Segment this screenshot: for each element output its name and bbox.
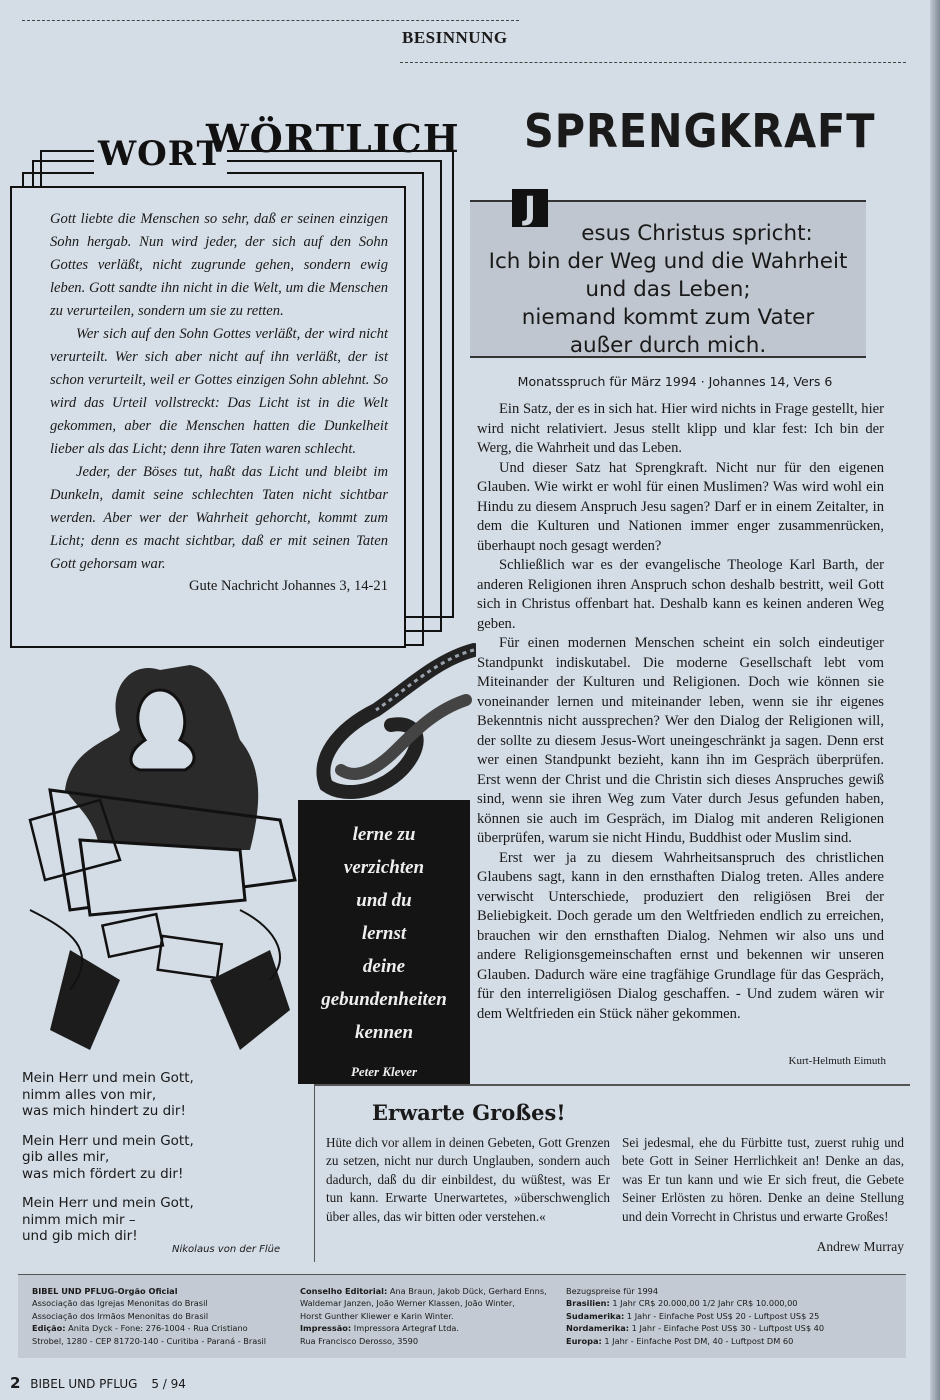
illustration-figure: [10, 650, 310, 1070]
imprint-line: Associação dos Irmãos Menonitas do Brasil: [32, 1310, 209, 1321]
article-paragraph: Erst wer ja zu diesem Wahrheitsanspruch des christlichen Glaubens sagt, kann in den ernsthaften Dialog treten. Alles andere verwischt Unterschiede, produziert den religiösen Brei der Beliebigkeit. Doch gerade um den Weltfrieden endlich zu erreichen, brauchen wir den ernsthaften Dialog. Nehmen wir also uns und andere Religionsgemeinschaften ernst und bekennen wir unseren Glauben. Dadurch wäre eine tragfähige Grundlage für das Gespräch, für den interreligiösen Dialog geschaffen. - Und zudem wären wir dem Weltfrieden ein Stück näher gekommen.: [477, 849, 884, 1022]
poem-line: verzichten: [343, 857, 425, 878]
imprint-line: Europa: 1 Jahr - Einfache Post DM, 40 - Luftpost DM 60: [566, 1335, 794, 1346]
imprint-line: Brasilien: 1 Jahr CR$ 20.000,00 1/2 Jahr CR$ 10.000,00: [566, 1298, 798, 1309]
imprint-line: Edição: Anita Dyck - Fone: 276-1004 - Rua Cristiano: [32, 1323, 248, 1334]
prayer-signature: Nikolaus von der Flüe: [172, 1244, 281, 1255]
header-rule-bottom: [400, 62, 906, 63]
imprint-line: Conselho Editorial: Ana Braun, Jakob Dück, Gerhard Enns,: [300, 1286, 547, 1296]
header-rule-top: [22, 20, 519, 21]
article-paragraph: Schließlich war es der evangelische Theologe Karl Barth, der anderen Religionen ihren Anspruch schon deshalb bestritt, weil Gott sich in Christus offenbart hat. Deshalb kann es keinen anderen Weg geben.: [477, 557, 884, 632]
poem-line: und du: [356, 890, 412, 911]
imprint-line: Rua Francisco Derosso, 3590: [300, 1335, 419, 1346]
title-woertlich: WÖRTLICH: [206, 116, 460, 161]
article-paragraph: Für einen modernen Menschen scheint ein solch eindeutiger Standpunkt indiskutabel. Die moderne Gesellschaft lebt vom Miteinander der Kulturen und Religionen. Doch wie können sie voneinander lernen und miteinander leben, wenn sie ihr eigenes Bekenntnis nicht aussprechen? Wer den Dialog der Religionen will, der sollte zu diesem Jesus-Wort uneingeschränkt ja sagen. Denn erst wer einen Standpunkt bezieht, kann ihn im Gespräch überprüfen. Erst wenn der Christ und die Christin sich dieses Anspruches gewiß sind, wenn sie ihren Weg zum Vater durch Jesus gefunden haben, können sie auch im Gespräch, im Dialog mit anderen Religionen überprüfen, warum sie nicht Hindu, Buddhist oder Muslim sind.: [477, 635, 884, 846]
imprint-column-prices: [566, 1285, 902, 1347]
bible-paragraph: Wer sich auf den Sohn Gottes verläßt, der wird nicht verurteilt. Wer sich aber nicht auf ihn verläßt, der ist schon verurteilt, weil er Gottes einzigen Sohn ablehnt. So wird das Urteil vollstreckt: Das Licht ist in die Welt gekommen, aber die Menschen hatten die Dunkelheit lieber als das Licht; denn ihre Taten waren schlecht.: [50, 326, 388, 457]
prayer-line: nimm alles von mir,: [22, 1086, 157, 1103]
erwarte-column-right: Sei jedesmal, ehe du Fürbitte tust, zuerst ruhig und bete Gott in Seiner Herrlichkeit an! Denke an das, was Er tun kann und wie Er sich freut, die Gebete Seiner Erlösten zu hören. Denke an deine Stellung und dein Vorrecht in Christus und erwarte Großes!: [622, 1135, 904, 1224]
prayer-line: was mich fördert zu dir!: [22, 1165, 184, 1182]
arm-shape: [50, 950, 120, 1050]
banknote: [102, 914, 162, 957]
verse-line: esus Christus spricht:: [581, 221, 813, 246]
imprint-line: Impressão: Impressora Artegraf Ltda.: [300, 1323, 460, 1334]
prayer-stanza: [22, 1195, 312, 1245]
bible-text-box: [10, 186, 406, 648]
page-edge: [930, 0, 940, 1400]
article-paragraph: Und dieser Satz hat Sprengkraft. Nicht nur für den eigenen Glauben. Wie wirkt er wohl für einen Muslimen? Was wird wohl ein Hindu zu diesem Anspruch Jesu sagen? Darf er in einem Zeitalter, in dem die Kulturen und Nationen immer enger zusammenrücken, überhaupt noch gesagt werden?: [477, 459, 884, 554]
erwarte-title: Erwarte Großes!: [372, 1100, 566, 1125]
monthly-verse-box: [470, 189, 866, 358]
erwarte-column-left: Hüte dich vor allem in deinen Gebeten, Gott Grenzen zu setzen, nicht nur durch Unglauben, sondern auch dadurch, daß du dir einbildest, du wüßtest, was Er tun kann. Erwarte Unerwartetes, »überschwenglich über alles, das wir bitten oder verstehen.«: [326, 1135, 610, 1224]
drop-cap: J: [512, 189, 548, 227]
tv-screen: [80, 840, 245, 915]
poem-line: gebundenheiten: [321, 989, 447, 1010]
imprint-line: Sudamerika: 1 Jahr - Einfache Post US$ 20 - Luftpost US$ 25: [566, 1310, 820, 1321]
imprint-line: Strobel, 1280 - CEP 81720-140 - Curitiba - Paraná - Brasil: [32, 1335, 267, 1346]
prayer-stanza: [22, 1133, 312, 1183]
poem-line: lernst: [361, 923, 407, 944]
publication-name: BIBEL UND PFLUG: [30, 1377, 138, 1391]
verse-caption: Monatsspruch für März 1994 · Johannes 14, Vers 6: [517, 374, 833, 389]
poem-line: kennen: [354, 1022, 414, 1043]
imprint-column-editorial: [300, 1285, 560, 1347]
page-number: 2: [10, 1374, 21, 1392]
page-footer: [10, 1374, 186, 1392]
verse-line: niemand kommt zum Vater: [521, 305, 815, 330]
prayer-stanza: [22, 1070, 312, 1120]
verse-line: außer durch mich.: [569, 333, 767, 358]
prayer-line: was mich hindert zu dir!: [22, 1103, 186, 1119]
imprint-line: BIBEL UND PFLUG-Orgão Oficial: [32, 1286, 178, 1296]
banknote: [158, 936, 222, 978]
rope-knot-illustration: [296, 630, 476, 800]
imprint-line: Nordamerika: 1 Jahr - Einfache Post US$ 30 - Luftpost US$ 40: [566, 1323, 825, 1334]
imprint-line: Waldemar Janzen, João Werner Klassen, João Winter,: [300, 1298, 515, 1309]
article-body: [477, 400, 884, 1024]
section-label: BESINNUNG: [402, 28, 508, 47]
title-wort: WORT: [94, 134, 227, 174]
bible-paragraph: Jeder, der Böses tut, haßt das Licht und bleibt im Dunkeln, damit seine schlechten Taten nicht sichtbar werden. Aber wer der Wahrheit gehorcht, kommt zum Licht; denn es macht sichtbar, daß er mit seinen Taten Gott gehorsam war.: [50, 464, 388, 572]
monthly-verse: [470, 220, 866, 360]
imprint-line: Bezugspreise für 1994: [566, 1286, 659, 1296]
prayer-line: nimm mich mir –: [22, 1211, 136, 1228]
arm-shape: [210, 950, 290, 1050]
verse-line: Ich bin der Weg und die Wahrheit: [488, 249, 848, 274]
article-author: Kurt-Helmuth Eimuth: [788, 1055, 886, 1067]
poem-signature: Peter Klever: [350, 1064, 418, 1079]
erwarte-author: Andrew Murray: [816, 1239, 904, 1254]
bible-reference: Gute Nachricht Johannes 3, 14-21: [189, 578, 388, 594]
verse-line: und das Leben;: [585, 277, 751, 302]
article-paragraph: Ein Satz, der es in sich hat. Hier wird nichts in Frage gestellt, hier wird nicht relativiert. Jesus stellt klipp und klar fest: Ich bin der Werg, die Wahrheit und das Leben.: [477, 401, 884, 456]
prayer-line: und gib mich dir!: [22, 1228, 138, 1244]
imprint-line: Horst Gunther Kliewer e Karin Winter.: [300, 1310, 454, 1321]
issue-number: 5 / 94: [151, 1377, 186, 1391]
imprint-column-publisher: [32, 1285, 292, 1347]
prayer-line: Mein Herr und mein Gott,: [22, 1195, 194, 1211]
imprint-line: Associação das Igrejas Menonitas do Brasil: [32, 1298, 208, 1309]
prayer-line: gib alles mir,: [22, 1149, 110, 1165]
poem-line: lerne zu: [352, 824, 416, 845]
bible-paragraph: Gott liebte die Menschen so sehr, daß er seinen einzigen Sohn hergab. Nun wird jeder, der sich auf den Sohn Gottes verläßt, nicht zugrunde gehen, sondern ewig leben. Gott sandte ihn nicht in die Welt, um die Menschen zu verurteilen, sondern um sie zu retten.: [50, 211, 388, 319]
prayer-line: Mein Herr und mein Gott,: [22, 1070, 194, 1086]
article-title: SPRENGKRAFT: [524, 104, 876, 158]
imprint-box: [18, 1274, 906, 1358]
poem-line: deine: [362, 956, 406, 977]
poem-box: [298, 800, 470, 1084]
prayer-text: [22, 1070, 312, 1258]
prayer-line: Mein Herr und mein Gott,: [22, 1132, 194, 1149]
